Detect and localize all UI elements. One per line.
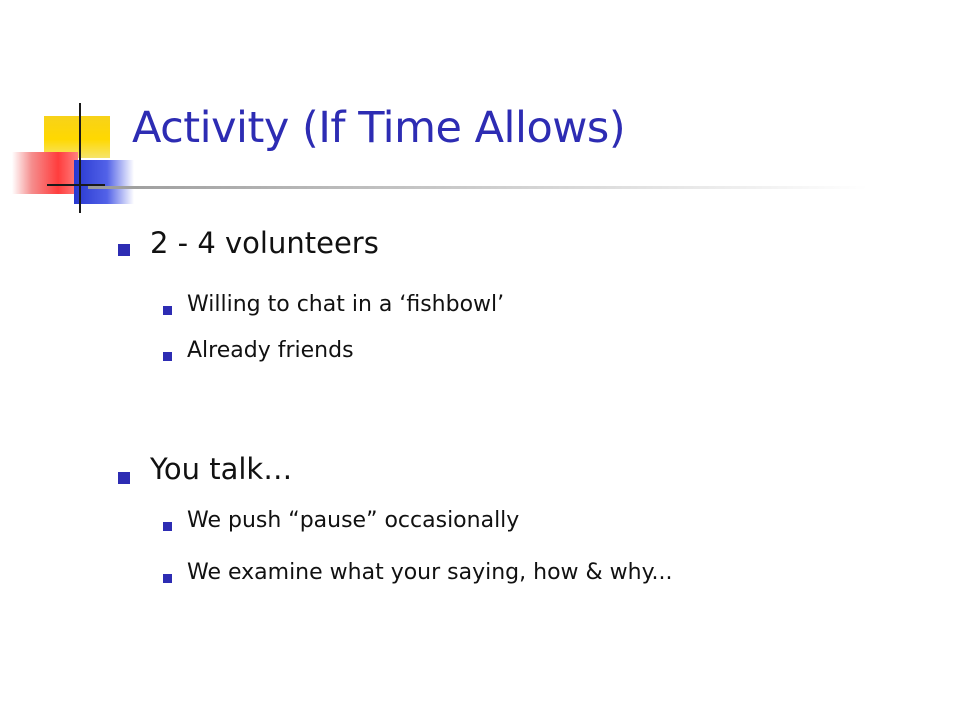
sub-bullet-square-icon	[163, 306, 172, 315]
sub-bullet-square-icon	[163, 352, 172, 361]
sub-bullet-item: Already friends	[187, 338, 354, 363]
bullet-square-icon	[118, 472, 130, 484]
sub-bullet-item: We push “pause” occasionally	[187, 508, 520, 533]
sub-bullet-square-icon	[163, 574, 172, 583]
slide-title: Activity (If Time Allows)	[132, 103, 626, 153]
bullet-item: 2 - 4 volunteers	[150, 226, 379, 260]
sub-bullet-square-icon	[163, 522, 172, 531]
bullet-square-icon	[118, 244, 130, 256]
sub-bullet-item: Willing to chat in a ‘fishbowl’	[187, 292, 505, 317]
sub-bullet-item: We examine what your saying, how & why...	[187, 560, 673, 585]
bullet-item: You talk…	[150, 452, 293, 486]
